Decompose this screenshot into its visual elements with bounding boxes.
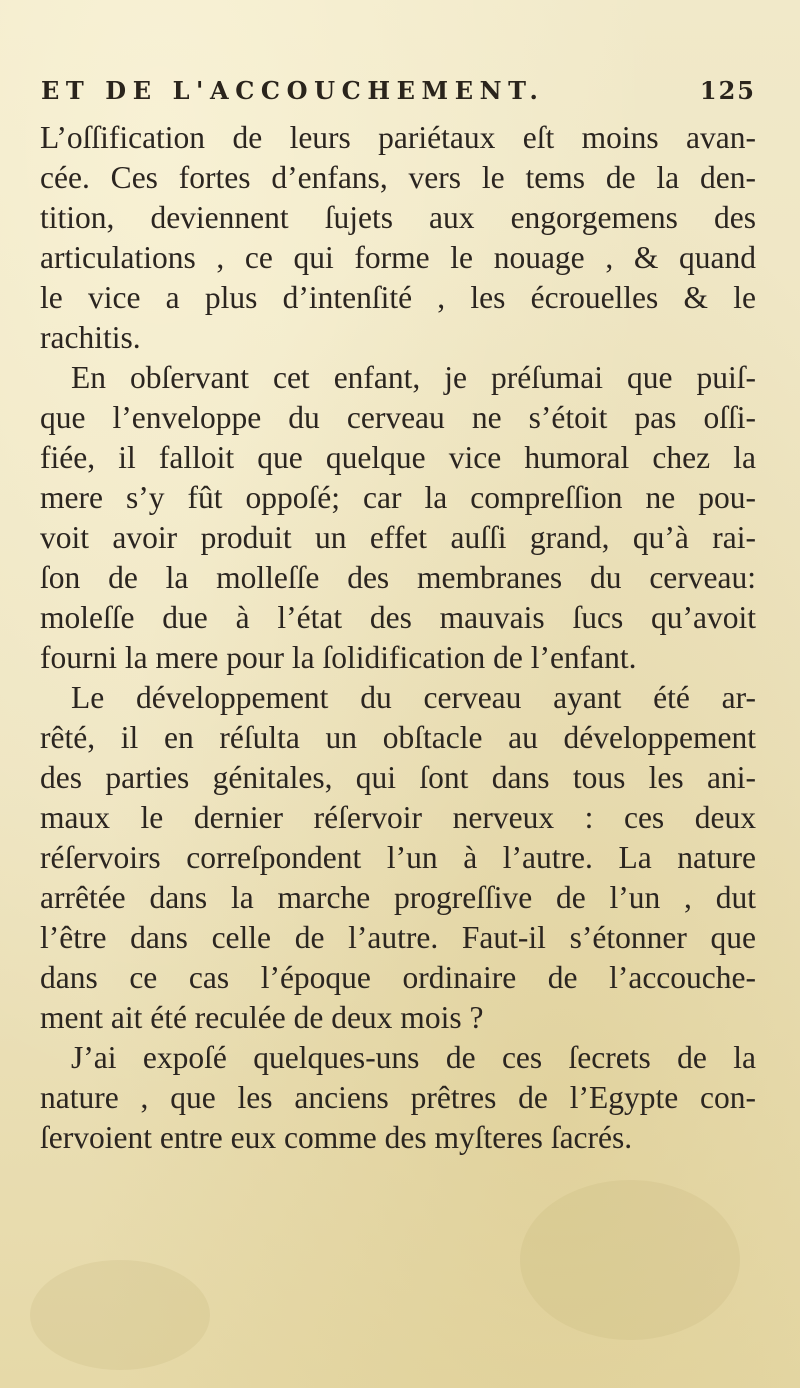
running-head-title: ET DE L'ACCOUCHEMENT. xyxy=(41,76,545,105)
text-line: rachitis. xyxy=(40,320,141,355)
page-number: 125 xyxy=(699,76,756,105)
paper-stain xyxy=(520,1180,740,1340)
text-line: Le développement du cerveau ayant été ar- xyxy=(71,680,756,715)
text-line: articulations , ce qui forme le nouage , & quand xyxy=(40,240,756,275)
paper-stain xyxy=(30,1260,210,1370)
text-line: que l’enveloppe du cerveau ne s’étoit pas oſſi- xyxy=(40,400,756,435)
text-line: arrêtée dans la marche progreſſive de l’un , dut xyxy=(40,880,756,915)
text-line: En obſervant cet enfant, je préſumai que puiſ- xyxy=(71,360,756,395)
text-line: L’oſſification de leurs pariétaux eſt moins avan- xyxy=(40,120,756,155)
text-line: cée. Ces fortes d’enfans, vers le tems de la den- xyxy=(40,160,756,195)
text-line: rêté, il en réſulta un obſtacle au développement xyxy=(40,720,756,755)
text-line: J’ai expoſé quelques-uns de ces ſecrets de la xyxy=(71,1040,756,1075)
text-line: fiée, il falloit que quelque vice humoral chez la xyxy=(40,440,756,475)
text-line: ſervoient entre eux comme des myſteres ſacrés. xyxy=(40,1120,633,1155)
text-line: maux le dernier réſervoir nerveux : ces deux xyxy=(40,800,756,835)
body-text xyxy=(40,118,756,1158)
text-line: l’être dans celle de l’autre. Faut-il s’étonner que xyxy=(40,920,756,955)
text-line: fourni la mere pour la ſolidification de l’enfant. xyxy=(40,640,637,675)
text-line: mere s’y fût oppoſé; car la compreſſion ne pou- xyxy=(40,480,756,515)
text-line: voit avoir produit un effet auſſi grand, qu’à rai- xyxy=(40,520,756,555)
text-line: le vice a plus d’intenſité , les écrouelles & le xyxy=(40,280,756,315)
text-line: ſon de la molleſſe des membranes du cerveau: xyxy=(40,560,756,595)
text-line: réſervoirs correſpondent l’un à l’autre. La nature xyxy=(40,840,756,875)
text-line: ment ait été reculée de deux mois ? xyxy=(40,1000,484,1035)
text-line: nature , que les anciens prêtres de l’Egypte con- xyxy=(40,1080,756,1115)
running-head xyxy=(41,70,756,110)
text-line: dans ce cas l’époque ordinaire de l’accouche- xyxy=(40,960,756,995)
text-line: tition, deviennent ſujets aux engorgemens des xyxy=(40,200,756,235)
text-line: moleſſe due à l’état des mauvais ſucs qu’avoit xyxy=(40,600,756,635)
text-line: des parties génitales, qui ſont dans tous les ani- xyxy=(40,760,756,795)
